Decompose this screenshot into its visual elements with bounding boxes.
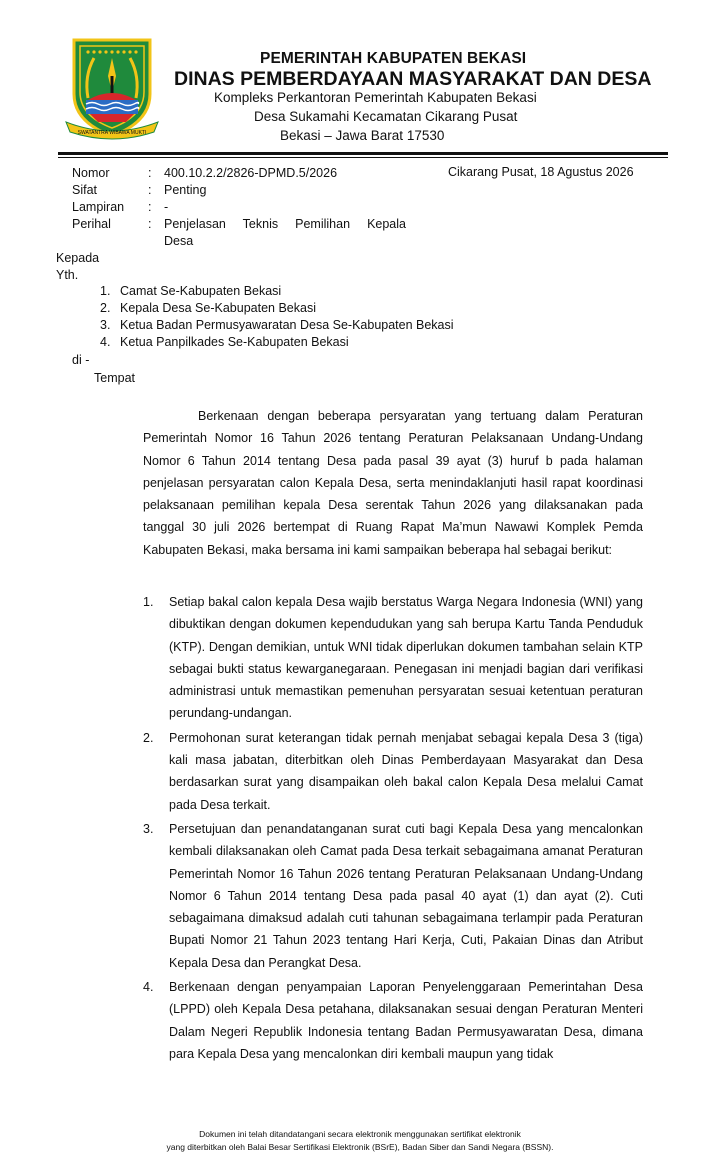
recipient-text: Kepala Desa Se-Kabupaten Bekasi <box>120 301 316 315</box>
perihal-value-line2: Desa <box>164 234 194 248</box>
point-number: 1. <box>143 595 154 609</box>
nomor-label: Nomor <box>72 166 110 180</box>
list-item <box>143 591 643 725</box>
list-item <box>143 976 643 1065</box>
letterhead-address-2: Desa Sukamahi Kecamatan Cikarang Pusat <box>254 109 518 124</box>
perihal-label: Perihal <box>72 217 111 231</box>
intro-paragraph <box>143 405 643 561</box>
colon: : <box>148 166 152 180</box>
list-item <box>143 727 643 816</box>
letterhead-address-3: Bekasi – Jawa Barat 17530 <box>280 128 445 143</box>
perihal-value-line1: Penjelasan Teknis Pemilihan Kepala <box>164 217 406 231</box>
recipient-number: 3. <box>100 318 111 332</box>
point-text: Berkenaan dengan penyampaian Laporan Penyelenggaraan Pemerintahan Desa (LPPD) oleh Kepala Desa petahana, dilaksanakan sesuai dengan Peraturan Menteri Dalam Negeri Republik Indonesia tentang Badan Permusyawaratan Desa, dimana para Kepala Desa yang mencalonkan diri kembali maupun yang tidak <box>169 980 643 1061</box>
recipient-item <box>100 301 316 315</box>
di-label: di - <box>72 353 90 367</box>
letterhead-thick-rule <box>58 152 668 155</box>
recipient-number: 4. <box>100 335 111 349</box>
recipient-number: 2. <box>100 301 111 315</box>
point-number: 3. <box>143 821 154 836</box>
recipient-item <box>100 284 281 298</box>
recipient-item <box>100 318 454 332</box>
kepada-label: Kepada <box>56 251 100 265</box>
list-item <box>143 818 643 974</box>
colon: : <box>148 217 152 231</box>
point-text: Permohonan surat keterangan tidak pernah menjabat sebagai kepala Desa 3 (tiga) kali masa jabatan, diterbitkan oleh Dinas Pemberdayaan Masyarakat dan Desa berdasarkan surat yang disampaikan oleh bakal calon Kepala Desa melalui Camat pada Desa terkait. <box>169 730 643 812</box>
recipient-item <box>100 335 349 349</box>
recipient-text: Ketua Panpilkades Se-Kabupaten Bekasi <box>120 335 349 349</box>
colon: : <box>148 200 152 214</box>
recipient-number: 1. <box>100 284 111 298</box>
letterhead-address-1: Kompleks Perkantoran Pemerintah Kabupaten Bekasi <box>214 90 537 105</box>
nomor-value: 400.10.2.2/2826-DPMD.5/2026 <box>164 166 338 180</box>
lampiran-value: - <box>164 200 169 214</box>
points-list <box>143 591 643 1065</box>
sifat-label: Sifat <box>72 183 98 197</box>
e-signature-footer <box>0 1128 720 1154</box>
intro-text: Berkenaan dengan beberapa persyaratan yang tertuang dalam Peraturan Pemerintah Nomor 16 Tahun 2026 tentang Peraturan Pelaksanaan Undang-Undang Nomor 6 Tahun 2014 tentang Desa pada pasal 39 ayat (3) huruf b pada halaman penjelasan persyaratan calon Kepala Desa, serta menindaklanjuti hasil rapat koordinasi pelaksanaan pemilihan kepala Desa serentak Tahun 2026 yang dilaksanakan pada tanggal 30 juli 2026 bertempat di Ruang Rapat Ma’mun Nawawi Komplek Pemda Kabupaten Bekasi, maka bersama ini kami sampaikan beberapa hal sebagai berikut: <box>143 409 643 557</box>
colon: : <box>148 183 152 197</box>
lampiran-label: Lampiran <box>72 200 125 214</box>
letterhead-government: PEMERINTAH KABUPATEN BEKASI <box>260 50 527 67</box>
recipient-text: Camat Se-Kabupaten Bekasi <box>120 284 282 298</box>
point-text: Persetujuan dan penandatanganan surat cuti bagi Kepala Desa yang mencalonkan kembali dilaksanakan oleh Camat pada Desa terkait sebagaimana amanat Peraturan Pemerintah Nomor 16 Tahun 2026 tentang Peraturan Pelaksanaan Undang-Undang Nomor 6 Tahun 2014 tentang Desa pada pasal 40 ayat (1) dan ayat (2). Cuti sebagaimana dimaksud adalah cuti tahunan sebagaimana terlampir pada Peraturan Bupati Nomor 21 Tahun 2023 tentang Hari Kerja, Cuti, Pakaian Dinas dan Atribut Kepala Desa dan Perangkat Desa. <box>169 821 643 970</box>
yth-label: Yth. <box>56 268 79 282</box>
logo-ribbon-text: SWATANTRA WIBAWA MUKTI <box>77 130 147 136</box>
footer-line-1: Dokumen ini telah ditandatangani secara elektronik menggunakan sertifikat elektronik <box>199 1129 521 1139</box>
point-number: 4. <box>143 980 154 995</box>
point-number: 2. <box>143 730 154 745</box>
letterhead-agency: DINAS PEMBERDAYAAN MASYARAKAT DAN DESA <box>174 68 652 90</box>
recipient-text: Ketua Badan Permusyawaratan Desa Se-Kabupaten Bekasi <box>120 318 454 332</box>
letterhead-thin-rule <box>58 157 668 158</box>
bekasi-regency-logo <box>64 36 160 142</box>
tempat-label: Tempat <box>94 371 135 385</box>
footer-line-2: yang diterbitkan oleh Balai Besar Sertifikasi Elektronik (BSrE), Badan Siber dan Sandi Negara (BSSN). <box>166 1142 554 1152</box>
point-text: Setiap bakal calon kepala Desa wajib berstatus Warga Negara Indonesia (WNI) yang dibuktikan dengan dokumen kependudukan yang sah berupa Kartu Tanda Penduduk (KTP). Dengan demikian, untuk WNI tidak diperlukan dokumen tambahan selain KTP sebagai bukti status kewarganegaraan. Penegasan ini menjadi bagian dari verifikasi administrasi untuk memastikan pemenuhan persyaratan sesuai ketentuan peraturan perundang-undangan. <box>169 595 643 721</box>
letter-date: Cikarang Pusat, 18 Agustus 2026 <box>448 165 634 179</box>
sifat-value: Penting <box>164 183 207 197</box>
